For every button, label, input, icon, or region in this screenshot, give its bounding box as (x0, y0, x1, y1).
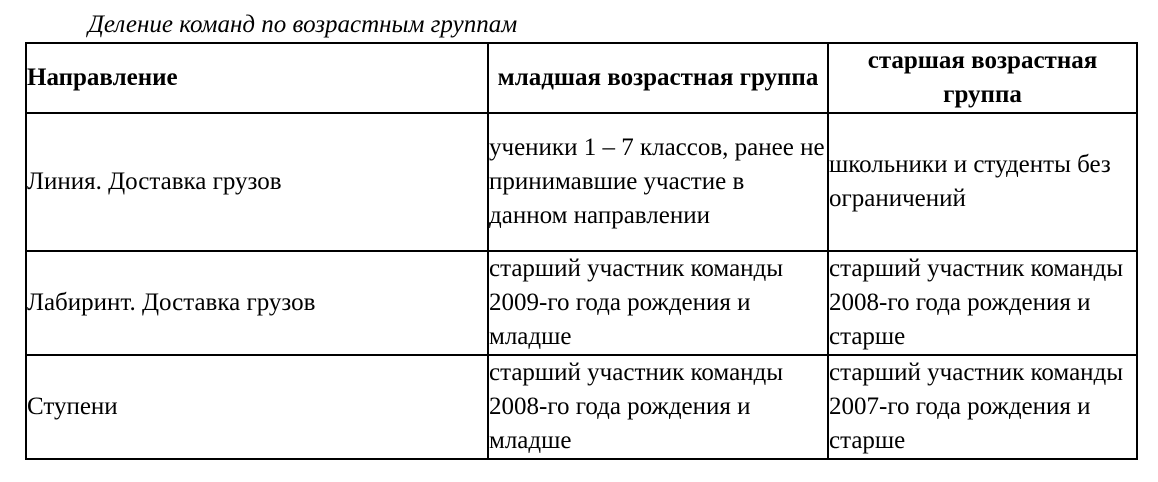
cell-senior: старший участник команды 2007-го года рождения и старше (828, 355, 1137, 459)
cell-senior: старший участник команды 2008-го года рождения и старше (828, 251, 1137, 355)
cell-senior: школьники и студенты без ограничений (828, 113, 1137, 251)
table-header-row (26, 43, 1137, 113)
cell-junior: ученики 1 – 7 классов, ранее не принимавшие участие в данном направлении (488, 113, 828, 251)
cell-direction: Лабиринт. Доставка грузов (26, 251, 488, 355)
table-row (26, 113, 1137, 251)
header-direction: Направление (26, 43, 488, 113)
header-junior-group: младшая возрастная группа (488, 43, 828, 113)
table-row (26, 355, 1137, 459)
cell-direction: Ступени (26, 355, 488, 459)
age-groups-table (25, 42, 1138, 460)
cell-junior: старший участник команды 2008-го года рождения и младше (488, 355, 828, 459)
header-senior-group: старшая возрастная группа (828, 43, 1137, 113)
table-caption: Деление команд по возрастным группам (88, 11, 518, 38)
table-row (26, 251, 1137, 355)
cell-junior: старший участник команды 2009-го года рождения и младше (488, 251, 828, 355)
cell-direction: Линия. Доставка грузов (26, 113, 488, 251)
